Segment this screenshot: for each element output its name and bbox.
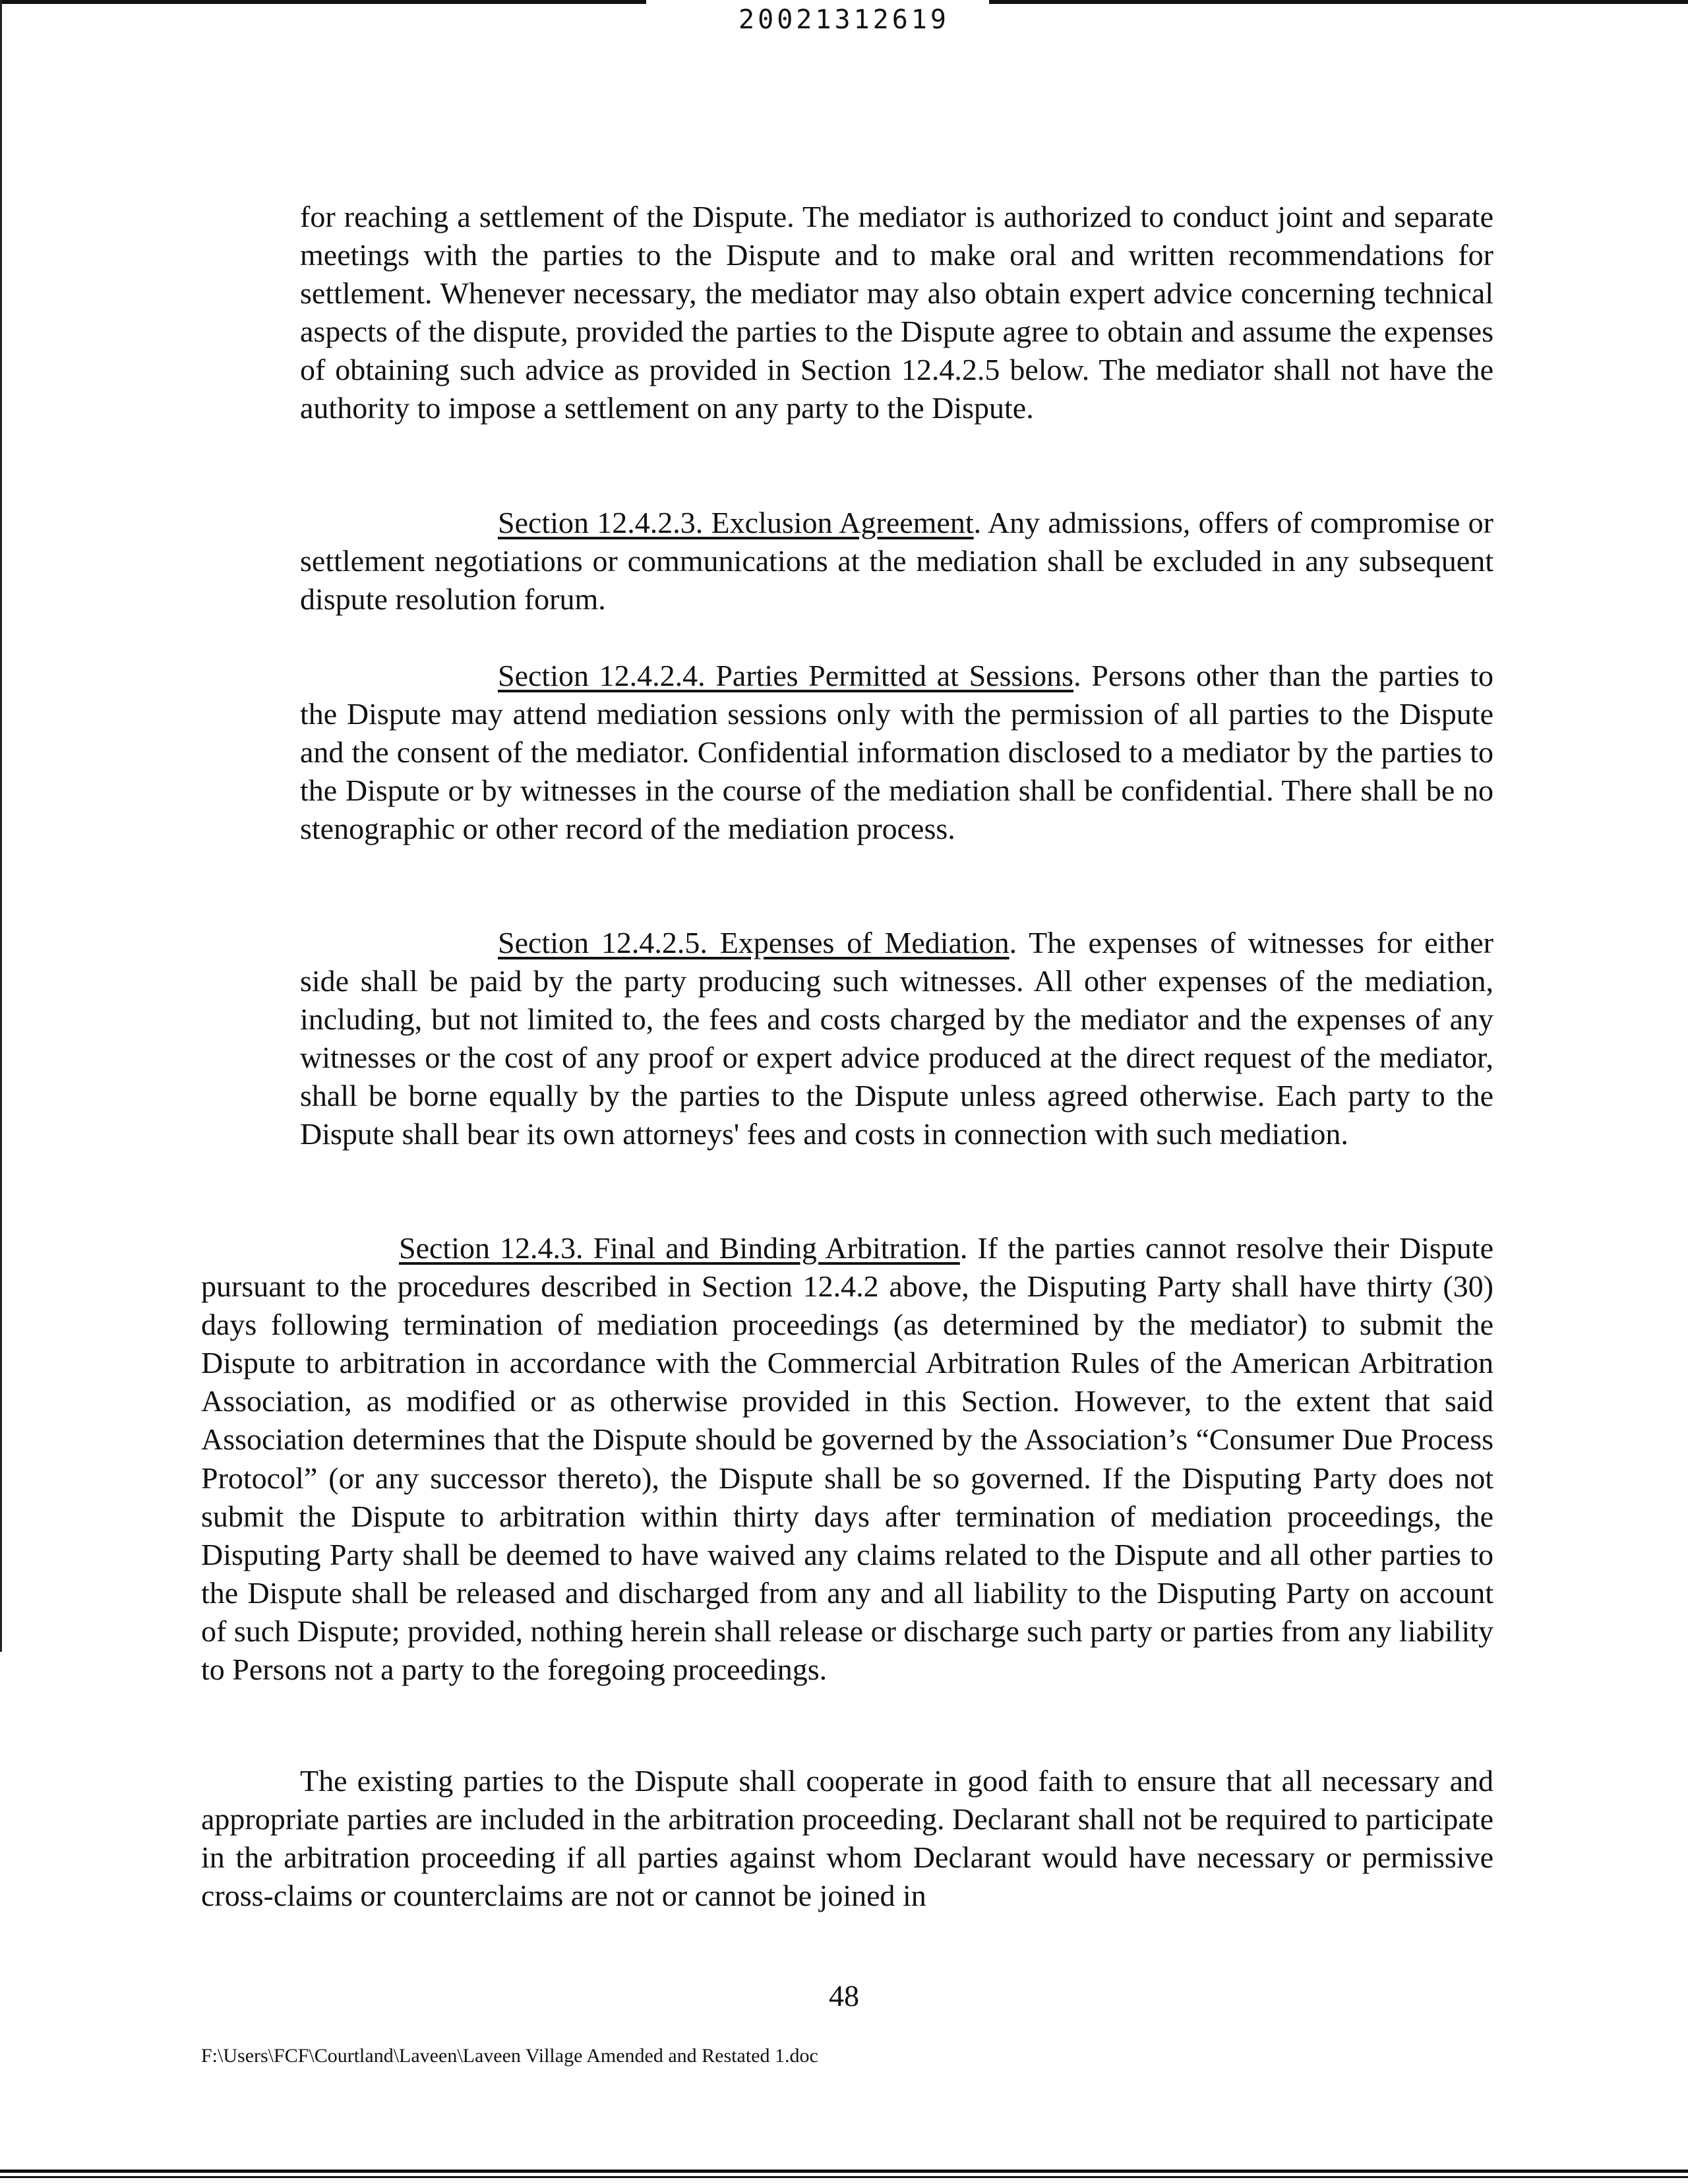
section-heading: Section 12.4.2.3. Exclusion Agreement xyxy=(498,506,974,539)
paragraph-exclusion-agreement xyxy=(300,504,1493,619)
paragraph-text: . Persons other than the parties to the Dispute may attend mediation sessions only with the permission of all parties to the Dispute and the consent of the mediator. Confidential information disclosed to a mediator by the parties to the Dispute or by witnesses in the course of the mediation shall be confidential. There shall be no stenographic or other record of the mediation process. xyxy=(300,659,1493,846)
paragraph-text: The existing parties to the Dispute shall cooperate in good faith to ensure that all necessary and appropriate parties are included in the arbitration proceeding. Declarant shall not be required to participate in the arbitration proceeding if all parties against whom Declarant would have necessary or permissive cross-claims or counterclaims are not or cannot be joined in xyxy=(201,1764,1493,1913)
file-path: F:\Users\FCF\Courtland\Laveen\Laveen Village Amended and Restated 1.doc xyxy=(201,2045,818,2067)
paragraph-text: . If the parties cannot resolve their Dispute pursuant to the procedures described in Section 12.4.2 above, the Disputing Party shall have thirty (30) days following termination of mediation proceedings (as determined by the mediator) to submit the Dispute to arbitration in accordance with the Commercial Arbitration Rules of the American Arbitration Association, as modified or as otherwise provided in this Section. However, to the extent that said Association determines that the Dispute should be governed by the Association’s “Consumer Due Process Protocol” (or any successor thereto), the Dispute shall be so governed. If the Disputing Party does not submit the Dispute to arbitration within thirty days after termination of mediation proceedings, the Disputing Party shall be deemed to have waived any claims related to the Dispute and all other parties to the Dispute shall be released and discharged from any and all liability to the Disputing Party on account of such Dispute; provided, nothing herein shall release or discharge such party or parties from any liability to Persons not a party to the foregoing proceedings. xyxy=(201,1231,1494,1687)
paragraph-mediation-continued xyxy=(300,198,1493,428)
paragraph-cooperation xyxy=(201,1762,1493,1915)
section-heading: Section 12.4.3. Final and Binding Arbitration xyxy=(399,1231,960,1265)
paragraph-expenses-of-mediation xyxy=(300,924,1493,1154)
document-id: 20021312619 xyxy=(738,5,950,35)
bottom-border-secondary xyxy=(0,2176,1688,2178)
paragraph-text: . The expenses of witnesses for either side shall be paid by the party producing such witnesses. All other expenses of the mediation, including, but not limited to, the fees and costs charged by the mediator and the expenses of any witnesses or the cost of any proof or expert advice produced at the direct request of the mediator, shall be borne equally by the parties to the Dispute unless agreed otherwise. Each party to the Dispute shall bear its own attorneys' fees and costs in connection with such mediation. xyxy=(300,926,1493,1151)
paragraph-binding-arbitration xyxy=(201,1229,1493,1689)
paragraph-text: . Any admissions, offers of compromise or settlement negotiations or communications at the mediation shall be excluded in any subsequent dispute resolution forum. xyxy=(300,506,1493,617)
left-border xyxy=(0,0,2,1652)
page-number: 48 xyxy=(829,1979,859,2013)
paragraph-parties-permitted xyxy=(300,657,1493,848)
paragraph-text: for reaching a settlement of the Dispute. The mediator is authorized to conduct joint and separate meetings with the parties to the Dispute and to make oral and written recommendations for settlement. Whenever necessary, the mediator may also obtain expert advice concerning technical aspects of the dispute, provided the parties to the Dispute agree to obtain and assume the expenses of obtaining such advice as provided in Section 12.4.2.5 below. The mediator shall not have the authority to impose a settlement on any party to the Dispute. xyxy=(300,200,1493,425)
section-heading: Section 12.4.2.4. Parties Permitted at Sessions xyxy=(498,659,1074,692)
section-heading: Section 12.4.2.5. Expenses of Mediation xyxy=(498,926,1010,959)
bottom-border xyxy=(0,2169,1688,2173)
